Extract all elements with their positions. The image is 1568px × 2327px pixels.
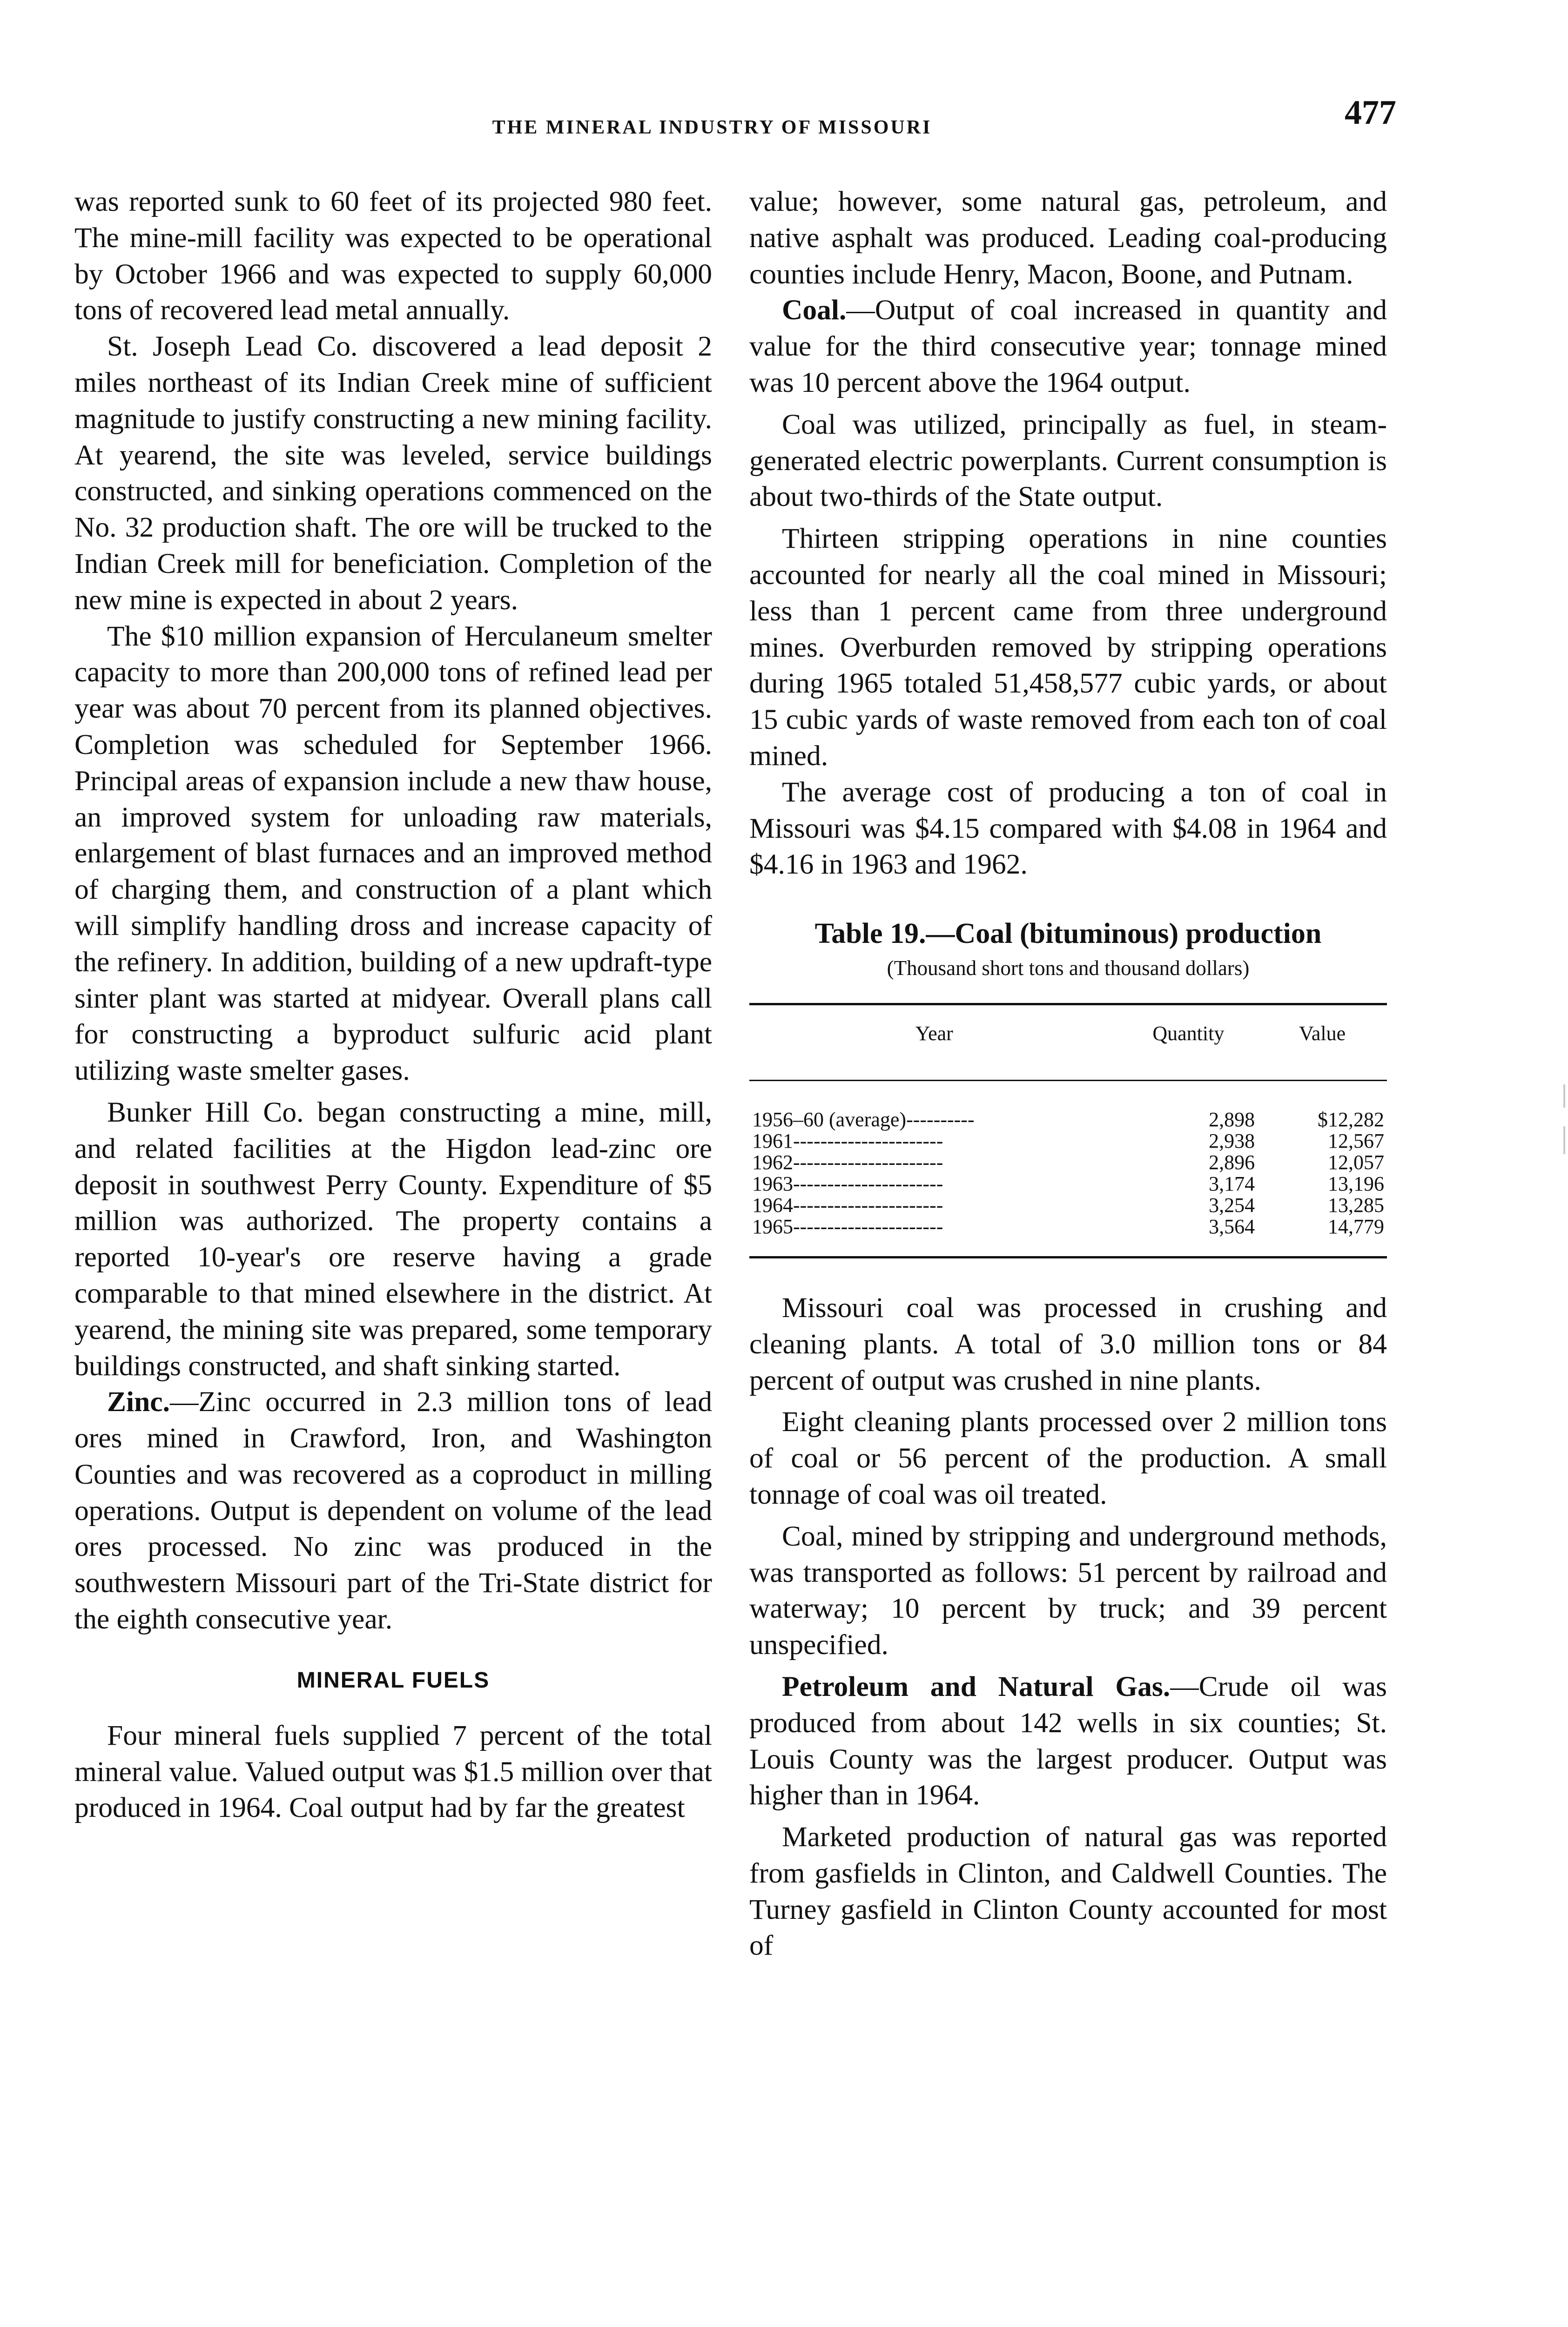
table-subtitle: (Thousand short tons and thousand dollars) [887, 956, 1250, 980]
paragraph: Missouri coal was processed in crushing and cleaning plants. A total of 3.0 million tons or 84 percent of output was crushed in nine plants. [749, 1291, 1387, 1396]
zinc-paragraph [74, 1384, 712, 1638]
quantity-cell: 3,174 [1209, 1172, 1255, 1195]
header-value: Value [1258, 1004, 1387, 1081]
paragraph: Bunker Hill Co. began constructing a mine, mill, and related facilities at the Higdon lead-zinc ore deposit in southwest Perry County. Expenditure of $5 million was authorized. The property contains a reported 10-year's ore reserve having a grade comparable to that mined elsewhere in the district. At yearend, the mining site was prepared, some temporary buildings constructed, and shaft sinking started. [74, 1096, 712, 1382]
table-19 [749, 915, 1387, 1258]
year-label: 1963 [752, 1172, 793, 1195]
coal-production-table [749, 1003, 1387, 1258]
paragraph: Marketed production of natural gas was reported from gasfields in Clinton, and Caldwell Counties. The Turney gasfield in Clinton County accounted for most of [749, 1821, 1387, 1962]
paragraph: The average cost of producing a ton of coal in Missouri was $4.15 compared with $4.08 in 1964 and $4.16 in 1963 and 1962. [749, 776, 1387, 881]
scan-edge-mark [1563, 1126, 1565, 1154]
quantity-cell: 3,254 [1209, 1193, 1255, 1217]
paragraph: The $10 million expansion of Herculaneum smelter capacity to more than 200,000 tons of refined lead per year was about 70 percent from its planned objectives. Completion was scheduled for September 1966. Principal areas of expansion include a new thaw house, an improved system for unloading raw materials, enlargement of blast furnaces and an improved method of charging them, and construction of a plant which will simplify handling dross and increase capacity of the refinery. In addition, building of a new updraft-type sinter plant was started at midyear. Overall plans call for constructing a byproduct sulfuric acid plant utilizing waste smelter gases. [74, 620, 712, 1087]
year-label: 1962 [752, 1150, 793, 1174]
running-head: THE MINERAL INDUSTRY OF MISSOURI [492, 117, 932, 138]
scan-edge-mark [1563, 1084, 1565, 1108]
quantity-cell: 3,564 [1209, 1215, 1255, 1238]
header-year: Year [749, 1004, 1119, 1081]
page-number: 477 [1345, 94, 1396, 132]
quantity-cell: 2,938 [1209, 1129, 1255, 1152]
year-cell [749, 1173, 1119, 1195]
value-cell: 13,285 [1328, 1193, 1384, 1217]
coal-paragraph [749, 292, 1387, 401]
dot-leader: ---------------------- [793, 1172, 943, 1195]
year-cell [749, 1130, 1119, 1152]
table-row [749, 1152, 1387, 1173]
dot-leader: ---------------------- [793, 1150, 943, 1174]
petroleum-text: —Crude oil was produced from about 142 wells in six counties; St. Louis County was the largest producer. Output was higher than in 1964. [749, 1670, 1387, 1811]
quantity-cell: 2,896 [1209, 1150, 1255, 1174]
year-cell [749, 1216, 1119, 1258]
year-label: 1965 [752, 1215, 793, 1238]
left-column [74, 184, 712, 1826]
table-row [749, 1195, 1387, 1216]
paragraph: value; however, some natural gas, petroleum, and native asphalt was produced. Leading coal-producing counties include Henry, Macon, Boone, and Putnam. [749, 186, 1387, 290]
quantity-cell: 2,898 [1209, 1108, 1255, 1131]
zinc-lead: Zinc. [107, 1386, 170, 1418]
coal-text: —Output of coal increased in quantity and value for the third consecutive year; tonnage mined was 10 percent above the 1964 output. [749, 294, 1387, 398]
paragraph: Coal, mined by stripping and underground methods, was transported as follows: 51 percent by railroad and waterway; 10 percent by truck; and 39 percent unspecified. [749, 1520, 1387, 1661]
petroleum-lead: Petroleum and Natural Gas. [782, 1670, 1171, 1702]
section-heading-mineral-fuels: MINERAL FUELS [296, 1668, 490, 1693]
table-row [749, 1216, 1387, 1258]
dot-leader: ---------------------- [793, 1215, 943, 1238]
petroleum-paragraph [749, 1669, 1387, 1814]
value-cell: 12,057 [1328, 1150, 1384, 1174]
value-cell: 14,779 [1328, 1215, 1384, 1238]
value-cell: $12,282 [1318, 1108, 1384, 1131]
value-cell: 12,567 [1328, 1129, 1384, 1152]
dot-leader: ---------------------- [793, 1129, 943, 1152]
value-cell: 13,196 [1328, 1172, 1384, 1195]
paragraph: Coal was utilized, principally as fuel, in steam-generated electric powerplants. Current consumption is about two-thirds of the State output. [749, 408, 1387, 513]
paragraph: was reported sunk to 60 feet of its projected 980 feet. The mine-mill facility was expected to be operational by October 1966 and was expected to supply 60,000 tons of recovered lead metal annually. [74, 186, 712, 326]
coal-lead: Coal. [782, 294, 847, 326]
table-header-row [749, 1004, 1387, 1081]
year-cell [749, 1080, 1119, 1130]
year-cell [749, 1195, 1119, 1216]
zinc-text: —Zinc occurred in 2.3 million tons of lead ores mined in Crawford, Iron, and Washington Counties and was recovered as a coproduct in milling operations. Output is dependent on volume of the lead ores processed. No zinc was produced in the southwestern Missouri part of the Tri-State district for the eighth consecutive year. [74, 1386, 712, 1635]
table-row [749, 1080, 1387, 1130]
right-column [749, 184, 1387, 1964]
table-row [749, 1130, 1387, 1152]
year-cell [749, 1152, 1119, 1173]
paragraph: St. Joseph Lead Co. discovered a lead deposit 2 miles northeast of its Indian Creek mine of sufficient magnitude to justify constructing a new mining facility. At yearend, the site was leveled, service buildings constructed, and sinking operations commenced on the No. 32 production shaft. The ore will be trucked to the Indian Creek mill for beneficiation. Completion of the new mine is expected in about 2 years. [74, 330, 712, 616]
paragraph: Eight cleaning plants processed over 2 million tons of coal or 56 percent of the production. A small tonnage of coal was oil treated. [749, 1406, 1387, 1510]
paragraph: Thirteen stripping operations in nine counties accounted for nearly all the coal mined in Missouri; less than 1 percent came from three underground mines. Overburden removed by stripping operations during 1965 totaled 51,458,577 cubic yards, or about 15 cubic yards of waste removed from each ton of coal mined. [749, 523, 1387, 772]
paragraph: Four mineral fuels supplied 7 percent of the total mineral value. Valued output was $1.5 million over that produced in 1964. Coal output had by far the greatest [74, 1719, 712, 1824]
dot-leader: ---------------------- [793, 1193, 943, 1217]
year-label: 1961 [752, 1129, 793, 1152]
dot-leader: ---------- [906, 1108, 975, 1131]
table-row [749, 1173, 1387, 1195]
table-title: Table 19.—Coal (bituminous) production [814, 918, 1322, 950]
header-quantity: Quantity [1119, 1004, 1258, 1081]
year-label: 1956–60 (average) [752, 1108, 907, 1131]
year-label: 1964 [752, 1193, 793, 1217]
